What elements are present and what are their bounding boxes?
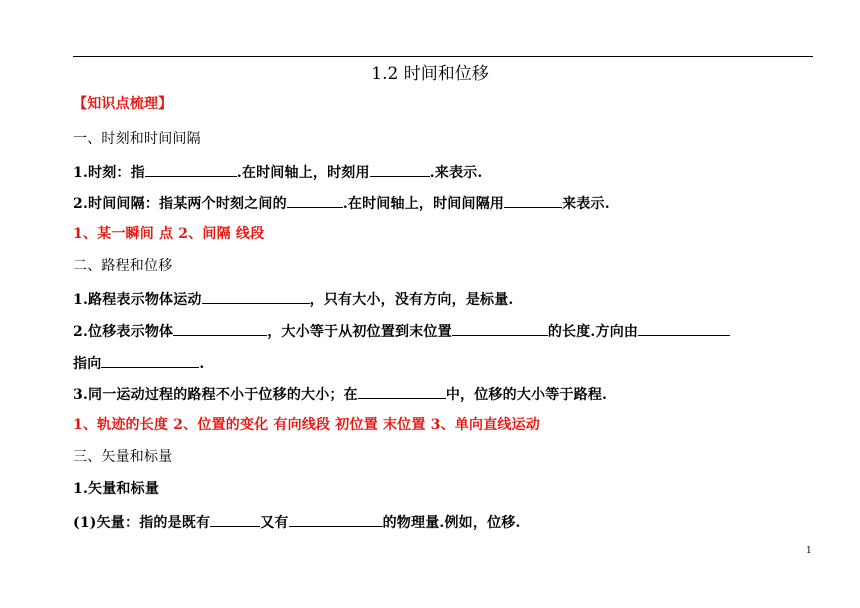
sec2-line-1 [73,288,514,310]
text: ，大小等于从初位置到末位置 [267,324,452,340]
fill-blank[interactable] [452,320,548,336]
text: 又有 [260,515,289,531]
text: .在时间轴上，时间间隔用 [342,196,505,212]
sec1-line-1 [73,161,482,183]
fill-blank[interactable] [145,161,237,177]
fill-blank[interactable] [370,161,430,177]
header-rule [73,56,813,57]
fill-blank[interactable] [101,352,199,368]
answer-line-1: 1、某一瞬间 点 2、间隔 线段 [73,226,265,242]
text: 的长度.方向由 [547,324,639,340]
sec2-line-2 [73,320,730,342]
section-heading-1: 一、时刻和时间间隔 [73,131,201,147]
fill-blank[interactable] [504,192,562,208]
section-tag: 【知识点梳理】 [73,96,173,112]
fill-blank[interactable] [638,320,730,336]
text: ，只有大小，没有方向，是标量. [309,292,514,308]
fill-blank[interactable] [173,320,267,336]
fill-blank[interactable] [289,511,383,527]
text: (1)矢量：指的是既有 [73,515,211,531]
page-title: 1.2 时间和位移 [371,64,489,84]
text: 2.时间间隔：指某两个时刻之间的 [73,196,287,212]
section-heading-3: 三、矢量和标量 [73,449,173,465]
text: 1.时刻：指 [73,165,145,181]
text: .在时间轴上，时刻用 [236,165,370,181]
text: 的物理量.例如，位移. [382,515,521,531]
sec2-line-3 [73,352,204,374]
fill-blank[interactable] [202,288,310,304]
text: . [199,356,205,372]
sec1-line-2 [73,192,610,214]
text: 2.位移表示物体 [73,324,174,340]
answer-line-2: 1、轨迹的长度 2、位置的变化 有向线段 初位置 末位置 3、单向直线运动 [73,417,540,433]
text: 中，位移的大小等于路程. [445,387,608,403]
sec3-subheading: 1.矢量和标量 [73,481,160,497]
page-number: 1 [806,546,812,556]
text: 1.路程表示物体运动 [73,292,202,308]
text: 指向 [73,356,102,372]
fill-blank[interactable] [358,383,446,399]
text: .来表示. [429,165,483,181]
sec2-line-4 [73,383,607,405]
fill-blank[interactable] [210,511,260,527]
text: 来表示. [562,196,610,212]
text: 3.同一运动过程的路程不小于位移的大小；在 [73,387,358,403]
section-heading-2: 二、路程和位移 [73,258,173,274]
fill-blank[interactable] [287,192,343,208]
sec3-line-1 [73,511,521,533]
